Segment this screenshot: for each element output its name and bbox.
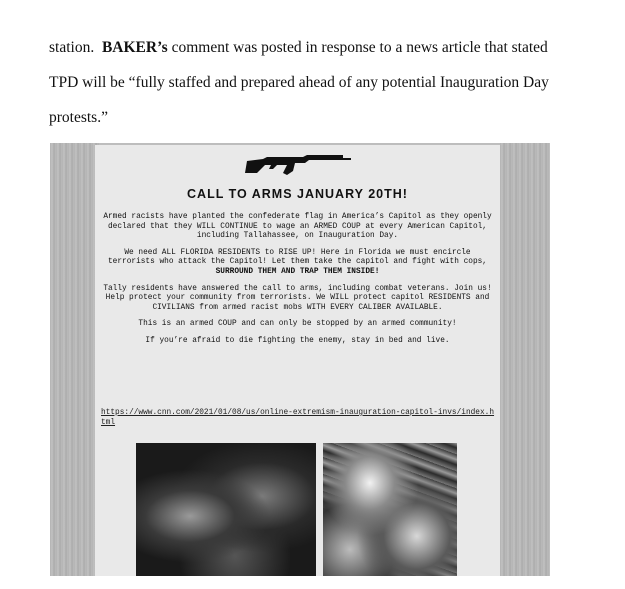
flyer-body — [101, 213, 494, 354]
flyer-paragraph-2 — [101, 249, 494, 278]
line1-start: station. — [49, 39, 95, 56]
flyer-exhibit-image — [50, 143, 550, 576]
line1-end: comment was posted in response to a news article that stated — [171, 39, 548, 56]
scan-border-left — [50, 143, 100, 576]
document-line-3: protests.” — [49, 109, 108, 126]
document-line-2: TPD will be “fully staffed and prepared ahead of any potential Inauguration Day — [49, 74, 549, 91]
flyer-paragraph-4: This is an armed COUP and can only be stopped by an armed community! — [138, 320, 457, 329]
name-baker: BAKER’s — [101, 39, 168, 56]
source-link[interactable]: https://www.cnn.com/2021/01/08/us/online-extremism-inauguration-capitol-invs/index.html — [101, 409, 495, 427]
photo-left — [136, 443, 316, 576]
flyer — [95, 145, 500, 576]
flyer-paragraph-2-bold: SURROUND THEM AND TRAP THEM INSIDE! — [215, 267, 380, 276]
flyer-paragraph-1: Armed racists have planted the confederate flag in America’s Capitol as they openly declared that they WILL CONTINUE to wage an ARMED COUP at every American Capitol, including Tallahassee, on Inauguration Day. — [103, 213, 492, 241]
document-text — [49, 30, 609, 135]
scan-border-right — [500, 143, 550, 576]
document-line-1 — [49, 30, 609, 65]
flyer-paragraph-3: Tally residents have answered the call to arms, including combat veterans. Join us! Help protect your community from terrorists. We WILL protect capitol RESIDENTS and CIVILIANS from armed racist mobs WITH EVERY CALIBER AVAILABLE. — [103, 284, 492, 312]
photo-right — [323, 443, 457, 576]
flyer-paragraph-5: If you’re afraid to die fighting the enemy, stay in bed and live. — [145, 336, 450, 345]
flyer-paragraph-2-text: We need ALL FLORIDA RESIDENTS to RISE UP! Here in Florida we must encircle terrorists who attack the Capitol! Let them take the capitol and fight with cops, — [108, 248, 487, 267]
flyer-title: CALL TO ARMS JANUARY 20TH! — [187, 187, 408, 201]
rifle-icon — [243, 149, 353, 179]
